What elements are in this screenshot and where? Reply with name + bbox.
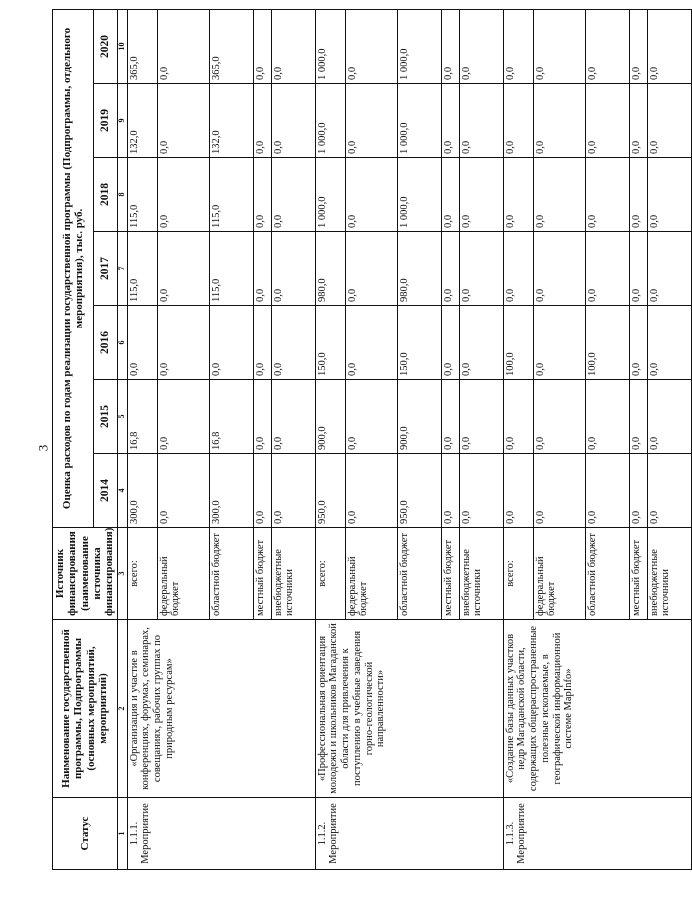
value-cell: 0,0	[585, 232, 629, 306]
value-cell: 0,0	[647, 232, 691, 306]
year-header: 2020	[94, 9, 118, 83]
value-cell: 1 000,0	[397, 84, 441, 158]
value-cell: 0,0	[271, 454, 315, 528]
value-cell: 0,0	[629, 9, 647, 83]
column-index: 6	[117, 306, 127, 380]
value-cell: 0,0	[503, 380, 533, 454]
value-cell: 950,0	[315, 454, 345, 528]
value-cell: 0,0	[441, 454, 459, 528]
value-cell: 0,0	[533, 158, 585, 232]
value-cell: 0,0	[629, 380, 647, 454]
value-cell: 0,0	[503, 454, 533, 528]
value-cell: 1 000,0	[315, 84, 345, 158]
value-cell: 0,0	[503, 9, 533, 83]
value-cell: 0,0	[345, 9, 397, 83]
funding-source: местный бюджет	[629, 528, 647, 620]
column-index: 4	[117, 454, 127, 528]
value-cell: 0,0	[629, 306, 647, 380]
value-cell: 16,8	[127, 380, 157, 454]
value-cell: 0,0	[441, 380, 459, 454]
funding-source: федеральный бюджет	[157, 528, 209, 620]
column-index: 7	[117, 232, 127, 306]
value-cell: 0,0	[157, 84, 209, 158]
value-cell: 0,0	[503, 84, 533, 158]
value-cell: 0,0	[647, 380, 691, 454]
value-cell: 0,0	[253, 84, 271, 158]
value-cell: 900,0	[397, 380, 441, 454]
funding-source: всего:	[315, 528, 345, 620]
value-cell: 950,0	[397, 454, 441, 528]
value-cell: 115,0	[127, 232, 157, 306]
header-name: Наименование государственной программы, Подпрограммы (основных мероприятий, мероприятий)	[53, 620, 118, 798]
value-cell: 0,0	[459, 158, 503, 232]
value-cell: 100,0	[585, 306, 629, 380]
item-name: «Профессиональная ориентация молодежи и школьников Магаданской области для привлечения к поступлению в учебные заведения горно-геологической направленности»	[315, 620, 503, 798]
year-header: 2017	[94, 232, 118, 306]
value-cell: 0,0	[585, 9, 629, 83]
item-type: Мероприятие	[516, 803, 528, 864]
item-code: 1.1.2.	[316, 821, 328, 846]
value-cell: 0,0	[585, 84, 629, 158]
column-index: 5	[117, 380, 127, 454]
value-cell: 0,0	[459, 306, 503, 380]
table-row	[503, 9, 533, 869]
value-cell: 0,0	[533, 454, 585, 528]
value-cell: 365,0	[127, 9, 157, 83]
item-code: 1.1.1.	[128, 821, 140, 846]
item-type: Мероприятие	[328, 803, 340, 864]
value-cell: 0,0	[441, 84, 459, 158]
value-cell: 0,0	[127, 306, 157, 380]
value-cell: 980,0	[315, 232, 345, 306]
value-cell: 0,0	[441, 9, 459, 83]
value-cell: 0,0	[157, 9, 209, 83]
value-cell: 0,0	[441, 232, 459, 306]
value-cell: 0,0	[345, 232, 397, 306]
funding-source: областной бюджет	[397, 528, 441, 620]
column-index: 1	[117, 798, 127, 870]
year-header: 2014	[94, 454, 118, 528]
item-type: Мероприятие	[140, 803, 152, 864]
value-cell: 0,0	[647, 9, 691, 83]
value-cell: 1 000,0	[315, 9, 345, 83]
value-cell: 0,0	[459, 84, 503, 158]
budget-table	[52, 9, 692, 870]
value-cell: 0,0	[345, 380, 397, 454]
value-cell: 0,0	[585, 454, 629, 528]
value-cell: 0,0	[345, 84, 397, 158]
value-cell: 0,0	[157, 306, 209, 380]
year-header: 2015	[94, 380, 118, 454]
funding-source: местный бюджет	[441, 528, 459, 620]
value-cell: 980,0	[397, 232, 441, 306]
column-index: 3	[117, 528, 127, 620]
value-cell: 0,0	[345, 158, 397, 232]
value-cell: 0,0	[647, 158, 691, 232]
value-cell: 0,0	[253, 9, 271, 83]
item-name: «Создание базы данных участков недр Магаданской области, содержащих общераспространенные полезные ископаемые, в географической информационной системе MapInfo»	[503, 620, 691, 798]
column-index: 8	[117, 158, 127, 232]
value-cell: 100,0	[503, 306, 533, 380]
column-index: 2	[117, 620, 127, 798]
value-cell: 0,0	[253, 454, 271, 528]
value-cell: 0,0	[271, 158, 315, 232]
value-cell: 0,0	[459, 454, 503, 528]
value-cell: 0,0	[253, 158, 271, 232]
value-cell: 0,0	[345, 454, 397, 528]
value-cell: 0,0	[533, 380, 585, 454]
value-cell: 0,0	[157, 232, 209, 306]
status-cell	[503, 798, 691, 870]
value-cell: 0,0	[157, 380, 209, 454]
value-cell: 0,0	[503, 232, 533, 306]
value-cell: 0,0	[271, 9, 315, 83]
value-cell: 1 000,0	[397, 9, 441, 83]
value-cell: 115,0	[209, 158, 253, 232]
value-cell: 1 000,0	[397, 158, 441, 232]
value-cell: 0,0	[533, 9, 585, 83]
value-cell: 0,0	[629, 84, 647, 158]
value-cell: 0,0	[271, 84, 315, 158]
table-row	[315, 9, 345, 869]
header-estimate: Оценка расходов по годам реализации государственной программы (Подпрограммы, отдельного мероприятия), тыс. руб.	[53, 9, 94, 527]
value-cell: 115,0	[209, 232, 253, 306]
value-cell: 132,0	[209, 84, 253, 158]
column-index: 10	[117, 9, 127, 83]
index-row	[117, 9, 127, 869]
value-cell: 300,0	[127, 454, 157, 528]
page-number: 3	[35, 444, 51, 452]
value-cell: 0,0	[253, 306, 271, 380]
value-cell: 0,0	[157, 158, 209, 232]
value-cell: 0,0	[629, 158, 647, 232]
value-cell: 0,0	[157, 454, 209, 528]
header-source: Источник финансирования (наименование источника финансирования)	[53, 528, 118, 620]
year-header: 2019	[94, 84, 118, 158]
value-cell: 0,0	[253, 232, 271, 306]
rotated-page	[52, 10, 672, 870]
funding-source: местный бюджет	[253, 528, 271, 620]
column-index: 9	[117, 84, 127, 158]
value-cell: 150,0	[315, 306, 345, 380]
funding-source: областной бюджет	[209, 528, 253, 620]
value-cell: 900,0	[315, 380, 345, 454]
value-cell: 0,0	[459, 380, 503, 454]
value-cell: 0,0	[271, 380, 315, 454]
value-cell: 0,0	[585, 380, 629, 454]
value-cell: 0,0	[647, 454, 691, 528]
funding-source: федеральный бюджет	[533, 528, 585, 620]
funding-source: всего:	[127, 528, 157, 620]
funding-source: внебюджетные источники	[459, 528, 503, 620]
value-cell: 0,0	[209, 306, 253, 380]
value-cell: 0,0	[585, 158, 629, 232]
item-name: «Организация и участие в конференциях, форумах, семинарах, совещаниях, рабочих группах по природным ресурсам»	[127, 620, 315, 798]
value-cell: 0,0	[253, 380, 271, 454]
value-cell: 0,0	[533, 306, 585, 380]
status-cell	[315, 798, 503, 870]
value-cell: 0,0	[647, 84, 691, 158]
status-cell	[127, 798, 315, 870]
value-cell: 300,0	[209, 454, 253, 528]
value-cell: 1 000,0	[315, 158, 345, 232]
value-cell: 0,0	[459, 9, 503, 83]
value-cell: 0,0	[533, 84, 585, 158]
value-cell: 0,0	[629, 454, 647, 528]
value-cell: 0,0	[647, 306, 691, 380]
funding-source: внебюджетные источники	[647, 528, 691, 620]
funding-source: федеральный бюджет	[345, 528, 397, 620]
value-cell: 16,8	[209, 380, 253, 454]
value-cell: 0,0	[533, 232, 585, 306]
funding-source: всего:	[503, 528, 533, 620]
value-cell: 0,0	[459, 232, 503, 306]
item-code: 1.1.3.	[504, 821, 516, 846]
table-body	[127, 9, 691, 869]
year-header: 2018	[94, 158, 118, 232]
value-cell: 0,0	[503, 158, 533, 232]
value-cell: 365,0	[209, 9, 253, 83]
header-status: Статус	[53, 798, 118, 870]
value-cell: 0,0	[271, 232, 315, 306]
value-cell: 0,0	[441, 306, 459, 380]
value-cell: 0,0	[345, 306, 397, 380]
value-cell: 0,0	[271, 306, 315, 380]
funding-source: областной бюджет	[585, 528, 629, 620]
table-row	[127, 9, 157, 869]
value-cell: 150,0	[397, 306, 441, 380]
funding-source: внебюджетные источники	[271, 528, 315, 620]
value-cell: 115,0	[127, 158, 157, 232]
year-header: 2016	[94, 306, 118, 380]
value-cell: 132,0	[127, 84, 157, 158]
value-cell: 0,0	[629, 232, 647, 306]
value-cell: 0,0	[441, 158, 459, 232]
